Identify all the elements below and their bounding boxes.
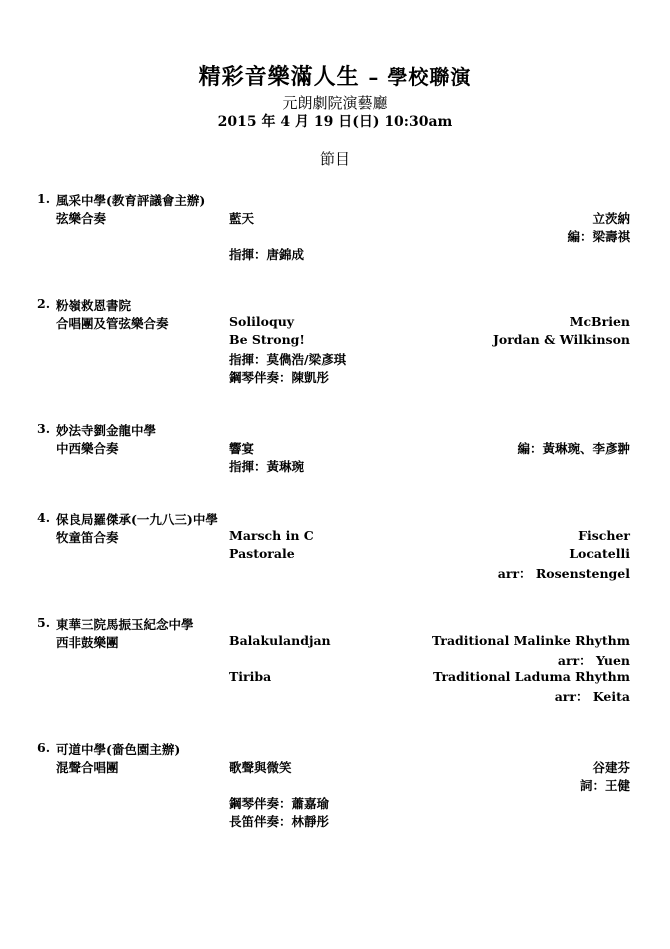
- item-number: 4.: [37, 510, 51, 525]
- composer-line: 立茨納: [592, 211, 630, 226]
- item-number: 3.: [37, 421, 51, 436]
- composer-line: Fischer: [578, 528, 630, 543]
- composer-line: Jordan & Wilkinson: [492, 332, 630, 347]
- date-line: 2015 年 4 月 19 日(日) 10:30am: [217, 114, 453, 130]
- composer-line: 編：梁壽祺: [567, 229, 630, 244]
- page-title: [0, 60, 670, 91]
- piece-line: 響宴: [229, 441, 255, 456]
- piece-line: Marsch in C: [229, 528, 314, 543]
- venue: 元朗劇院演藝廳: [282, 94, 388, 112]
- item-number: 1.: [37, 191, 51, 206]
- composer-line: 編：黃琳琬、李彥翀: [517, 441, 630, 456]
- school-name: 保良局羅傑承(一九八三)中學: [56, 512, 218, 527]
- composer-line: arr： Keita: [554, 689, 630, 704]
- piece-line: 長笛伴奏：林靜彤: [229, 814, 330, 829]
- composer-line: 谷建芬: [592, 760, 630, 775]
- ensemble-name: 中西樂合奏: [56, 441, 119, 456]
- composer-line: McBrien: [569, 314, 630, 329]
- composer-line: Traditional Laduma Rhythm: [433, 669, 630, 684]
- piece-line: 藍天: [229, 211, 255, 226]
- piece-line: Balakulandjan: [229, 633, 331, 648]
- title-main: 精彩音樂滿人生: [198, 64, 360, 90]
- school-name: 可道中學(嗇色園主辦): [56, 742, 181, 757]
- piece-line: 鋼琴伴奏：陳凱彤: [229, 370, 330, 385]
- title-sub: – 學校聯演: [368, 65, 472, 89]
- school-name: 風采中學(教育評議會主辦): [56, 193, 206, 208]
- composer-line: Traditional Malinke Rhythm: [431, 633, 630, 648]
- item-number: 5.: [37, 615, 51, 630]
- piece-line: Tiriba: [229, 669, 272, 684]
- piece-line: Soliloquy: [229, 314, 295, 329]
- composer-line: arr： Yuen: [557, 653, 630, 668]
- composer-line: arr： Rosenstengel: [497, 566, 630, 581]
- school-name: 粉嶺救恩書院: [56, 298, 132, 313]
- piece-line: 鋼琴伴奏：蕭嘉瑜: [229, 796, 330, 811]
- piece-line: Pastorale: [229, 546, 295, 561]
- composer-line: 詞：王健: [579, 778, 630, 793]
- ensemble-name: 混聲合唱團: [56, 760, 119, 775]
- ensemble-name: 西非鼓樂團: [56, 635, 119, 650]
- ensemble-name: 牧童笛合奏: [56, 530, 119, 545]
- piece-line: Be Strong!: [229, 332, 305, 347]
- program-heading: 節目: [319, 150, 350, 168]
- piece-line: 指揮：唐錦成: [229, 247, 305, 262]
- piece-line: 指揮：莫儁浩/梁彥琪: [229, 352, 347, 367]
- piece-line: 指揮：黃琳琬: [229, 459, 305, 474]
- ensemble-name: 弦樂合奏: [56, 211, 107, 226]
- school-name: 妙法寺劉金龍中學: [56, 423, 157, 438]
- piece-line: 歌聲與微笑: [229, 760, 292, 775]
- composer-line: Locatelli: [569, 546, 630, 561]
- ensemble-name: 合唱團及管弦樂合奏: [56, 316, 169, 331]
- item-number: 2.: [37, 296, 51, 311]
- item-number: 6.: [37, 740, 51, 755]
- school-name: 東華三院馬振玉紀念中學: [56, 617, 194, 632]
